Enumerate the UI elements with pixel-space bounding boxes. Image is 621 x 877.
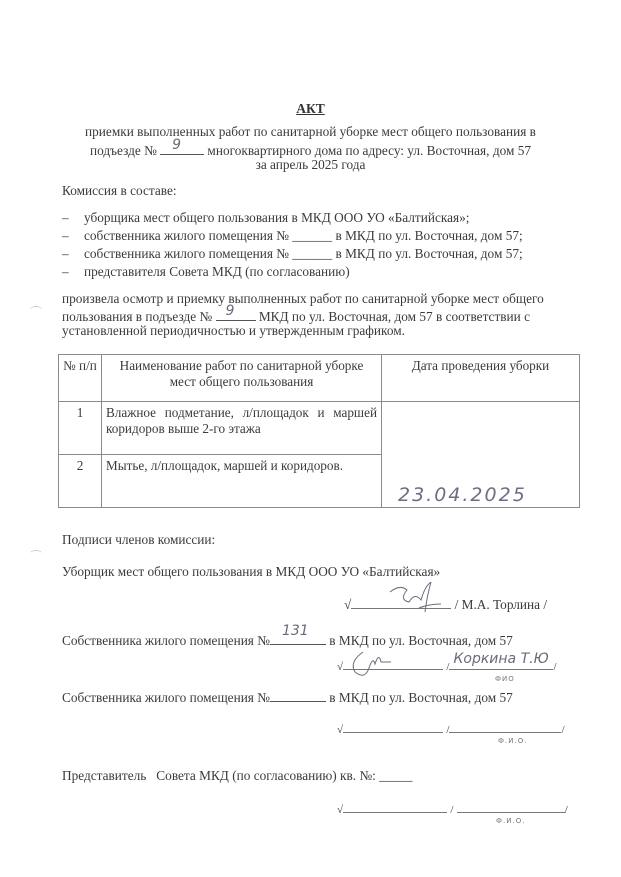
cleaner-signature-line — [344, 596, 547, 613]
bullet-dash: – — [62, 246, 69, 261]
signature-field[interactable] — [343, 720, 443, 733]
row-num: 2 — [59, 455, 102, 508]
subtitle-suffix: многоквартирного дома по адресу: ул. Восточная, дом 57 — [207, 143, 532, 158]
subtitle-prefix: подъезде № — [89, 143, 157, 158]
document-title: АКТ — [296, 101, 325, 116]
subtitle-line-1: приемки выполненных работ по санитарной уборке мест общего пользования в — [85, 124, 536, 139]
header-date: Дата проведения уборки — [382, 355, 580, 402]
owner1-name-handwritten: Коркина Т.Ю — [453, 651, 549, 667]
commission-member: – собственника жилого помещения № ______ в МКД по ул. Восточная, дом 57; — [62, 228, 523, 243]
bullet-dash: – — [62, 264, 69, 279]
owner2-label: Собственника жилого помещения № в МКД по ул. Восточная, дом 57 — [62, 690, 513, 705]
bullet-dash: – — [62, 210, 69, 225]
signature-field[interactable] — [343, 800, 447, 813]
commission-member: – собственника жилого помещения № ______ в МКД по ул. Восточная, дом 57; — [62, 246, 523, 261]
entrance-number-field[interactable] — [216, 303, 256, 321]
apartment-number-field[interactable] — [270, 623, 326, 645]
row-num: 1 — [59, 402, 102, 455]
entrance-number-handwritten: 9 — [225, 303, 235, 319]
fio-field[interactable] — [449, 651, 553, 670]
table-header-row — [59, 355, 580, 402]
owner2-signature-line: √ / / — [337, 720, 565, 737]
fio-caption: Ф.И.О. — [496, 817, 526, 825]
inspection-line-1: произвела осмотр и приемку выполненных работ по санитарной уборке мест общего — [62, 291, 544, 306]
owner1-label: Собственника жилого помещения № 131 в МКД по ул. Восточная, дом 57 — [62, 623, 513, 648]
cleaner-name: / М.А. Торлина / — [454, 597, 548, 612]
inspection-line-3: установленной периодичностью и утвержденным графиком. — [62, 323, 405, 338]
check-mark: √ — [337, 724, 344, 736]
check-mark: √ — [337, 804, 344, 816]
fio-caption: Ф.И.О. — [498, 737, 528, 745]
entrance-number-field[interactable] — [160, 137, 204, 155]
row-name: Влажное подметание, л/площадок и маршей коридоров выше 2-го этажа — [102, 402, 382, 455]
signatures-heading: Подписи членов комиссии: — [62, 532, 216, 547]
row-name: Мытье, л/площадок, маршей и коридоров. — [102, 455, 382, 508]
margin-mark — [30, 306, 42, 313]
inspection-line-2: пользования в подъезде № 9 МКД по ул. Восточная, дом 57 в соответствии с — [62, 303, 530, 324]
bullet-dash: – — [62, 228, 69, 243]
subtitle-line-3: за апрель 2025 года — [255, 157, 366, 172]
commission-member: – уборщика мест общего пользования в МКД ООО УО «Балтийская»; — [62, 210, 470, 225]
cleaning-date-handwritten: 23.04.2025 — [398, 484, 527, 506]
check-mark: √ — [344, 597, 352, 612]
fio-field[interactable] — [449, 720, 561, 733]
signature-scribble — [385, 582, 445, 618]
header-name: Наименование работ по санитарной уборке мест общего пользования — [102, 355, 382, 402]
fio-field[interactable] — [457, 800, 565, 813]
header-num: № п/п — [59, 355, 102, 402]
owner1-signature-line: √ / Коркина Т.Ю / — [337, 651, 557, 673]
council-label: Представитель Совета МКД (по согласованию) кв. №: _____ — [62, 768, 413, 783]
table-row — [59, 402, 580, 455]
fio-caption: ФИО — [495, 675, 515, 683]
cleaner-label: Уборщик мест общего пользования в МКД ООО УО «Балтийская» — [62, 564, 441, 579]
apartment-number-handwritten: 131 — [281, 623, 309, 639]
entrance-number-handwritten: 9 — [172, 137, 182, 153]
signature-scribble — [345, 648, 395, 682]
commission-member: – представителя Совета МКД (по согласованию) — [62, 264, 350, 279]
council-signature-line: √ / / — [337, 800, 568, 817]
check-mark: √ — [337, 661, 344, 673]
commission-heading: Комиссия в составе: — [62, 183, 177, 198]
apartment-number-field[interactable] — [270, 688, 326, 702]
margin-mark — [30, 550, 42, 557]
